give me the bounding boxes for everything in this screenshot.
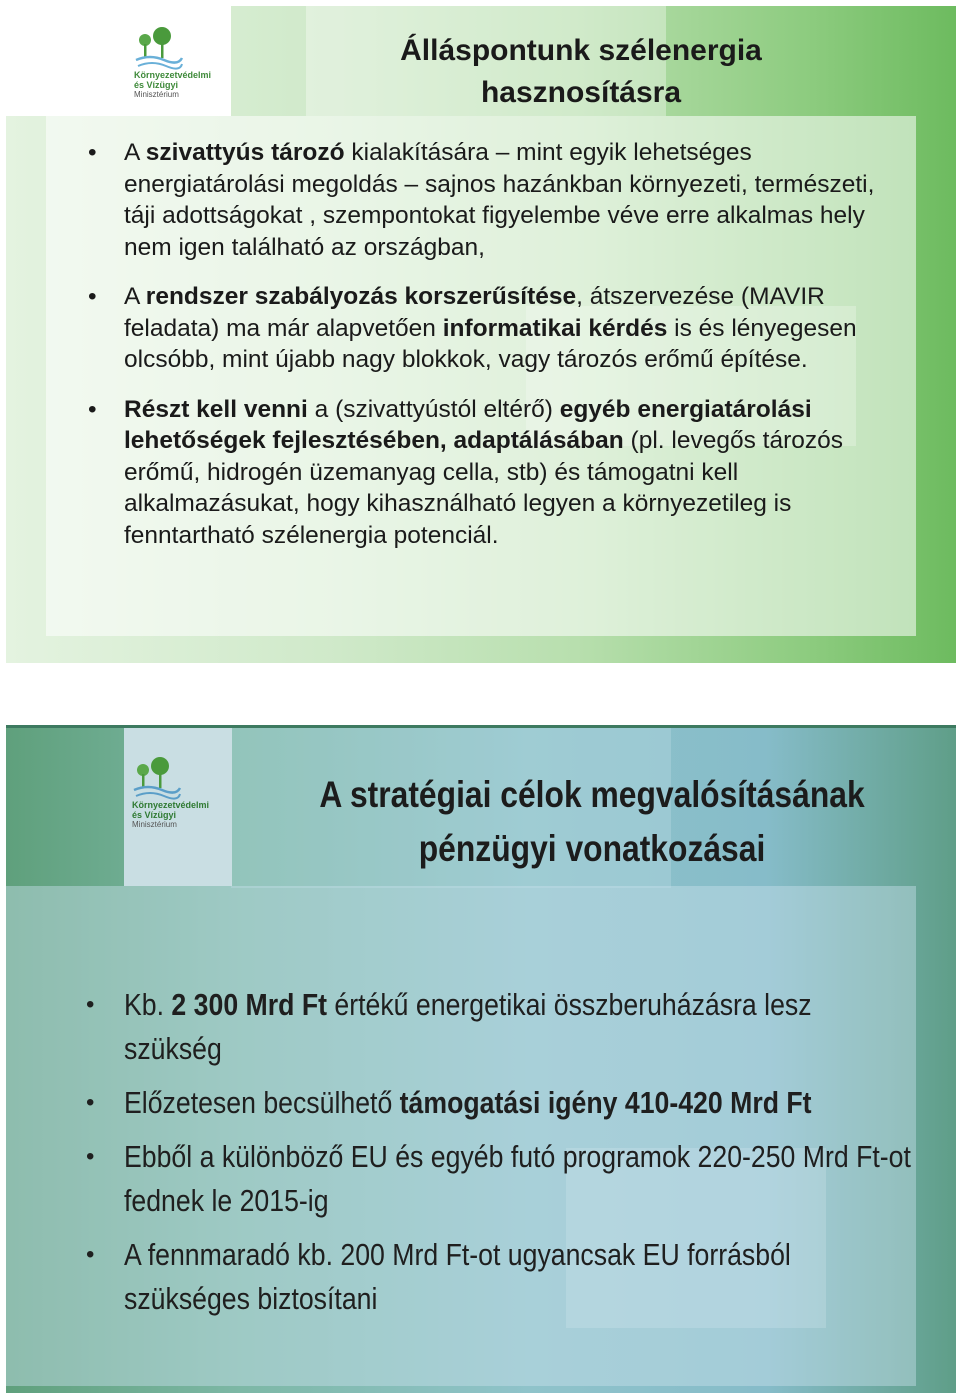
ministry-logo	[132, 756, 242, 830]
bullet-item	[88, 394, 898, 552]
bullet-text: Kb.	[124, 987, 172, 1022]
bullet-text: , átszervezése (MAVIR feladata) ma már alapvetően	[124, 283, 825, 342]
bullet-text: A	[124, 283, 146, 310]
ministry-logo	[134, 26, 244, 100]
bullet-list	[86, 983, 936, 1321]
title-line: hasznosításra	[480, 76, 682, 109]
logo-text-line1: Környezetvédelmi	[132, 800, 210, 810]
bullet-text: a (szivattyústól eltérő)	[307, 395, 560, 423]
slide-financial-aspects	[6, 725, 956, 1393]
bullet-item	[88, 137, 898, 263]
title-line: pénzügyi vonatkozásai	[418, 828, 766, 869]
bullet-text: is és lényegesen olcsóbb, mint újabb nagy blokkok, vagy tározós erőmű építése.	[124, 314, 857, 373]
bullet-item	[86, 1233, 936, 1321]
bullet-text: értékű energetikai összberuházásra lesz szükség	[124, 987, 812, 1066]
logo-text-line1: Környezetvédelmi	[134, 70, 212, 80]
bullet-emphasis: támogatási igény 410-420 Mrd Ft	[399, 1085, 812, 1120]
bullet-emphasis: Részt kell venni	[124, 395, 308, 423]
bullet-item	[86, 1081, 936, 1125]
bullet-text: kialakítására – mint egyik lehetséges energiatárolási megoldás – sajnos hazánkban környezeti, természeti, táji adottságokat , szempontokat figyelembe véve erre alkalmas hely nem igen található az országban,	[124, 139, 875, 261]
bullet-list	[88, 137, 898, 551]
bullet-text: A fennmaradó kb. 200 Mrd Ft-ot ugyancsak EU forrásból szükséges biztosítani	[124, 1237, 791, 1316]
bullet-emphasis: egyéb energiatárolási lehetőségek fejlesztésében, adaptálásában	[124, 395, 812, 454]
logo-text-line2: és Vízügyi	[134, 80, 179, 90]
bullet-emphasis: szivattyús tározó	[145, 139, 345, 166]
logo-text-line3: Minisztérium	[134, 90, 179, 99]
logo-area	[6, 6, 231, 116]
slide-title	[231, 30, 931, 114]
bullet-item	[86, 1135, 936, 1223]
bullet-emphasis: rendszer szabályozás korszerűsítése	[145, 283, 577, 310]
title-line: A stratégiai célok megvalósításának	[319, 774, 865, 815]
tree-logo-icon	[134, 26, 184, 70]
bullet-text: Ebből a különböző EU és egyéb futó programok 220-250 Mrd Ft-ot fednek le 2015-ig	[124, 1139, 911, 1218]
bullet-text: (pl. levegős tározós erőmű, hidrogén üzemanyag cella, stb) és támogatni kell alkalmazásukat, hogy kihasználható legyen a környezetileg is fenntartható szélenergia potenciál.	[124, 427, 843, 549]
logo-text-line2: és Vízügyi	[132, 810, 177, 820]
slide-wind-energy-position	[6, 6, 956, 663]
bullet-text: Előzetesen becsülhető	[124, 1085, 400, 1120]
title-line: Álláspontunk szélenergia	[400, 34, 762, 67]
bullet-text: A	[124, 139, 146, 166]
bullet-item	[86, 983, 936, 1071]
logo-text-line3: Minisztérium	[132, 820, 177, 829]
slide-title	[282, 768, 901, 876]
tree-logo-icon	[132, 756, 182, 800]
bullet-emphasis: informatikai kérdés	[442, 314, 668, 342]
bullet-item	[88, 281, 898, 376]
bullet-emphasis: 2 300 Mrd Ft	[171, 987, 328, 1022]
